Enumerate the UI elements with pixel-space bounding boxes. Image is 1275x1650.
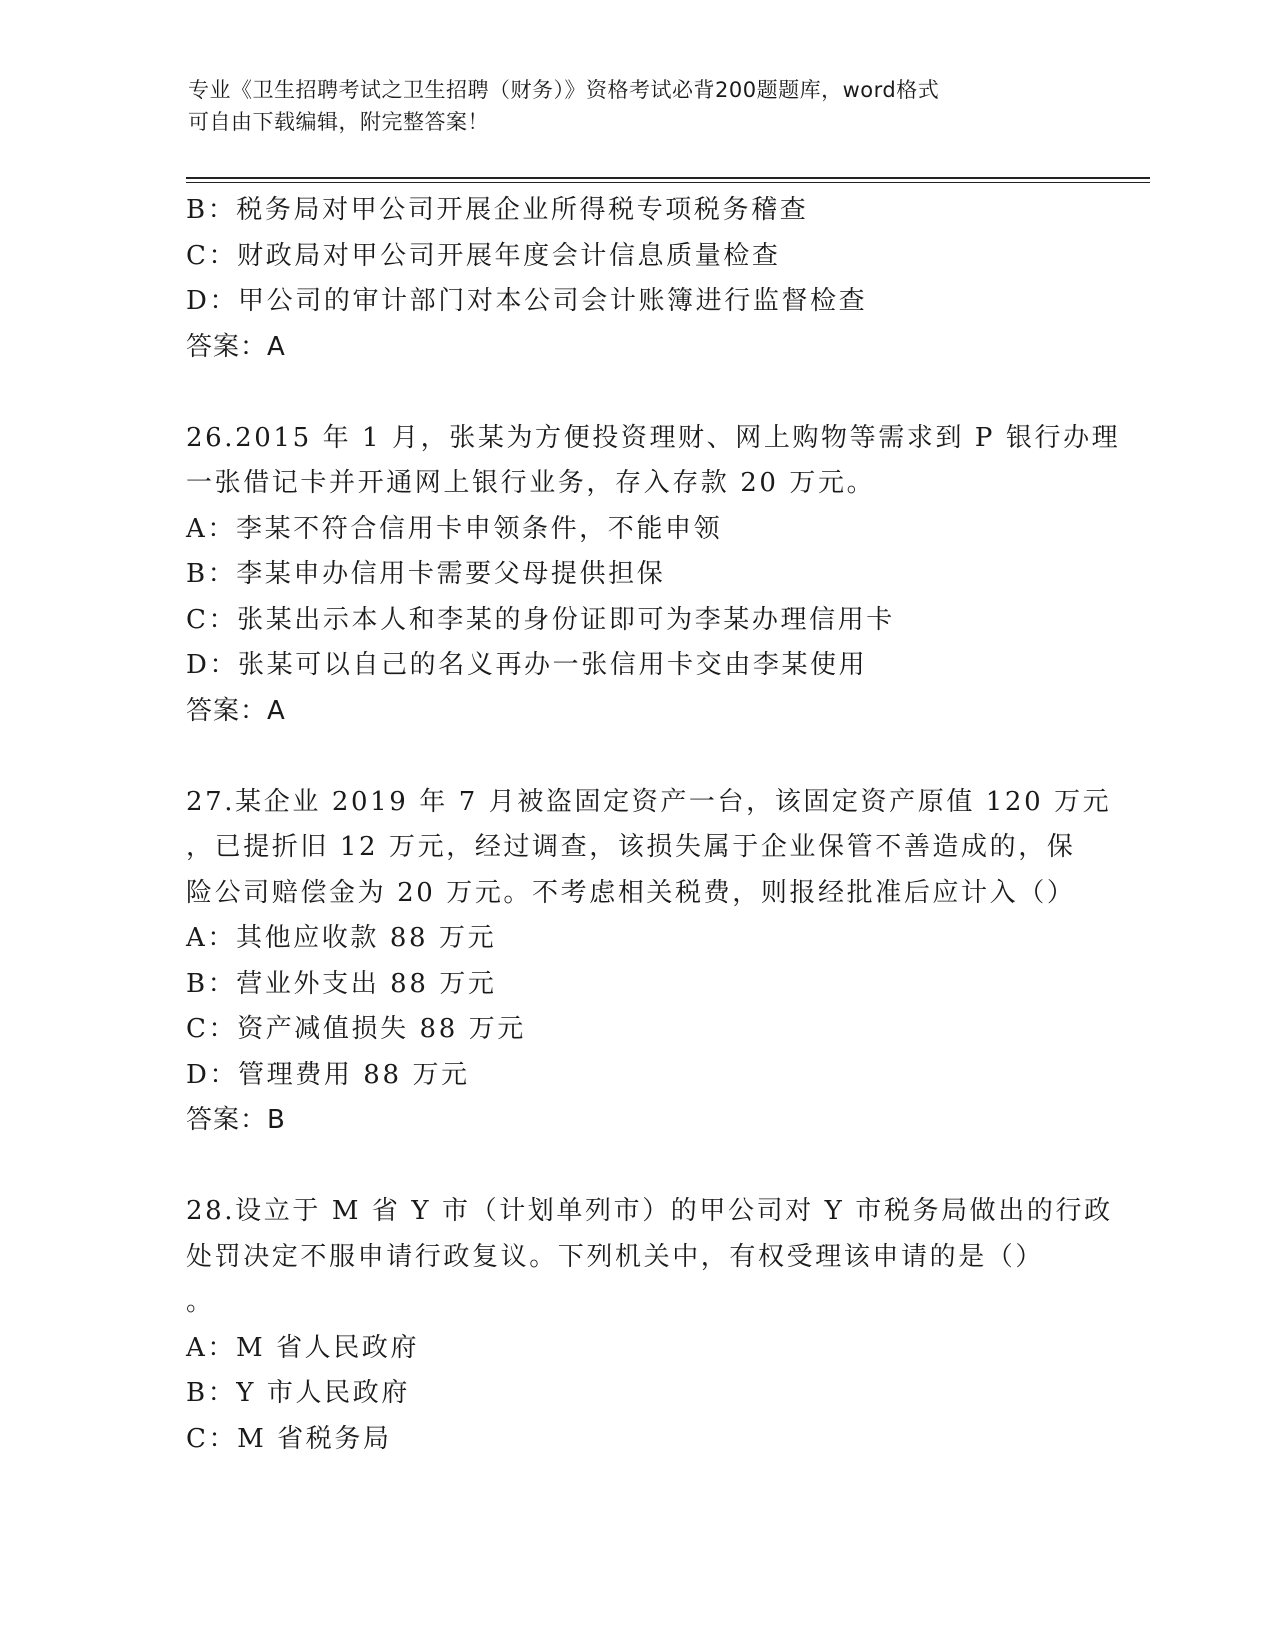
option-b: B：税务局对甲公司开展企业所得税专项税务稽查 — [186, 195, 809, 225]
question-list — [186, 188, 1121, 1462]
question-stem: 险公司赔偿金为 20 万元。不考虑相关税费，则报经批准后应计入（） — [186, 877, 1076, 908]
question-stem: 28.设立于 M 省 Y 市（计划单列市）的甲公司对 Y 市税务局做出的行政 — [186, 1196, 1113, 1226]
spacer — [186, 1144, 1086, 1190]
question-stem: 27.某企业 2019 年 7 月被盗固定资产一台，该固定资产原值 120 万元 — [186, 786, 1112, 817]
header-divider — [186, 177, 1150, 179]
question-stem: 一张借记卡并开通网上银行业务，存入存款 20 万元。 — [186, 468, 876, 498]
question-stem: 26.2015 年 1 月，张某为方便投资理财、网上购物等需求到 P 银行办理 — [186, 422, 1121, 453]
option-b: B：李某申办信用卡需要父母提供担保 — [186, 559, 666, 589]
header-title-line-2: 可自由下载编辑，附完整答案！ — [188, 110, 489, 134]
answer: 答案：B — [186, 1105, 286, 1135]
option-c: C：财政局对甲公司开展年度会计信息质量检查 — [186, 240, 781, 271]
option-a: A：李某不符合信用卡申领条件，不能申领 — [186, 513, 723, 544]
option-b: B：营业外支出 88 万元 — [186, 968, 497, 999]
question-28 — [186, 1189, 1113, 1462]
answer: 答案：A — [186, 331, 286, 362]
option-c: C：张某出示本人和李某的身份证即可为李某办理信用卡 — [186, 604, 895, 635]
option-c: C：M 省税务局 — [186, 1423, 392, 1454]
question-25 — [186, 188, 1086, 370]
spacer — [186, 370, 1086, 416]
option-d: D：甲公司的审计部门对本公司会计账簿进行监督检查 — [186, 286, 868, 316]
question-stem: ，已提折旧 12 万元，经过调查，该损失属于企业保管不善造成的，保 — [186, 832, 1076, 862]
option-a: A：其他应收款 88 万元 — [186, 923, 497, 953]
answer: 答案：A — [186, 695, 286, 726]
question-26 — [186, 416, 1121, 735]
page-header — [188, 74, 1068, 138]
option-c: C：资产减值损失 88 万元 — [186, 1014, 526, 1044]
option-b: B：Y 市人民政府 — [186, 1378, 410, 1408]
spacer — [186, 734, 1086, 780]
header-divider-thin — [186, 182, 1150, 183]
question-stem: 处罚决定不服申请行政复议。下列机关中，有权受理该申请的是（） — [186, 1241, 1045, 1272]
option-d: D：管理费用 88 万元 — [186, 1059, 470, 1090]
question-stem: 。 — [186, 1287, 215, 1317]
header-title-line-1: 专业《卫生招聘考试之卫生招聘（财务）》资格考试必背200题题库，word格式 — [188, 78, 940, 102]
question-27 — [186, 780, 1112, 1144]
option-a: A：M 省人民政府 — [186, 1332, 420, 1363]
option-d: D：张某可以自己的名义再办一张信用卡交由李某使用 — [186, 650, 868, 680]
